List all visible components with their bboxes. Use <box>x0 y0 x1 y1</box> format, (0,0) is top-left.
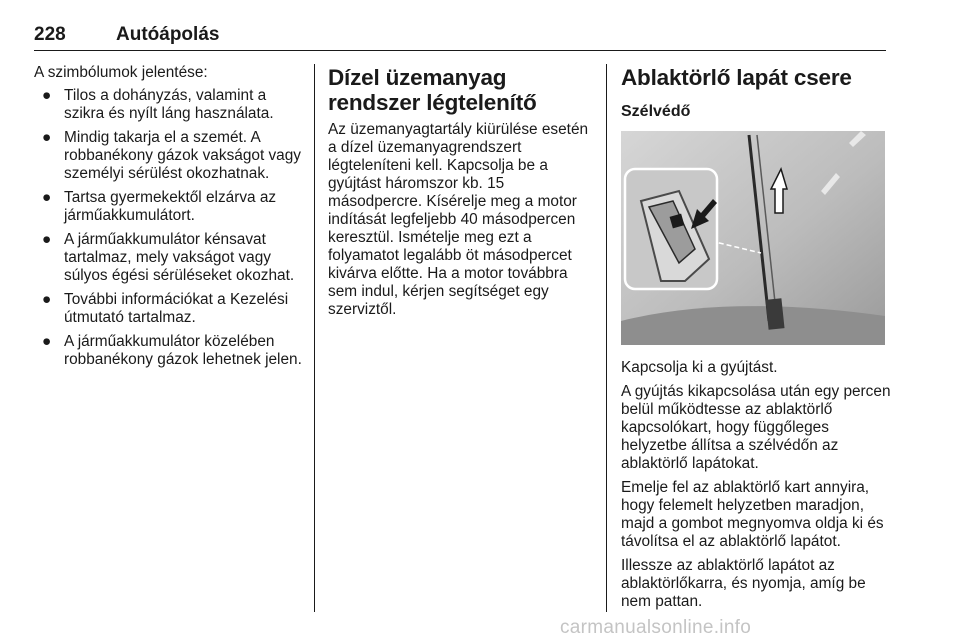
wiper-step-2: A gyújtás kikapcsolása után egy percen belül működtesse az ablaktörlő kapcsolókart, hogy függőleges helyzetbe állítsa a szélvédőn az ablaktörlő lapátokat. <box>621 383 891 472</box>
wiper-heading: Ablaktörlő lapát csere <box>621 65 852 90</box>
list-item-text: Mindig takarja el a szemét. A robbanékony gázok vakságot vagy személyi sérülést okozhatnak. <box>64 129 301 182</box>
column-battery-symbols <box>34 64 306 375</box>
bullet-icon: ● <box>42 291 52 308</box>
list-item-text: Tartsa gyermekektől elzárva az járműakkumulátort. <box>64 189 277 224</box>
list-item <box>34 333 306 369</box>
list-item <box>34 87 306 123</box>
bullet-icon: ● <box>42 87 52 104</box>
list-item-text: Tilos a dohányzás, valamint a szikra és nyílt láng használata. <box>64 87 274 122</box>
bullet-icon: ● <box>42 189 52 206</box>
column-divider-1 <box>314 64 315 612</box>
watermark: carmanualsonline.info <box>560 617 752 638</box>
wiper-blade-illustration <box>621 131 885 345</box>
windscreen-subheading: Szélvédő <box>621 103 691 120</box>
page-number: 228 <box>34 24 66 45</box>
symbols-list <box>34 87 306 369</box>
bullet-icon: ● <box>42 333 52 350</box>
section-title: Autóápolás <box>116 24 220 45</box>
column-wiper-heading <box>621 64 891 122</box>
symbols-intro: A szimbólumok jelentése: <box>34 64 208 81</box>
bullet-icon: ● <box>42 231 52 248</box>
list-item <box>34 291 306 327</box>
column-diesel-bleeding <box>328 64 593 325</box>
page-header <box>34 22 886 51</box>
list-item <box>34 129 306 183</box>
wiper-illustration-svg <box>621 131 885 345</box>
list-item-text: A járműakkumulátor kénsavat tartalmaz, mely vakságot vagy súlyos égési sérüléseket okozhat. <box>64 231 295 284</box>
list-item <box>34 231 306 285</box>
wiper-step-1: Kapcsolja ki a gyújtást. <box>621 359 778 376</box>
diesel-heading: Dízel üzemanyag rendszer légtelenítő <box>328 65 537 115</box>
diesel-paragraph: Az üzemanyagtartály kiürülése esetén a dízel üzemanyagrendszert légteleníteni kell. Kapcsolja be a gyújtást háromszor kb. 15 másodpercre. Kísérelje meg a motor indítását legfeljebb 40 másodpercen keresztül. Ismételje meg ezt a folyamatot legalább öt másodpercet kivárva előtte. Ha a motor továbbra sem indul, kérjen segítséget egy szerviztől. <box>328 121 589 318</box>
wiper-step-4: Illessze az ablaktörlő lapátot az ablaktörlőkarra, és nyomja, amíg be nem pattan. <box>621 557 866 610</box>
bullet-icon: ● <box>42 129 52 146</box>
wiper-step-3: Emelje fel az ablaktörlő kart annyira, hogy felemelt helyzetben maradjon, majd a gombot megnyomva oldja ki és távolítsa el az ablaktörlő lapátot. <box>621 479 884 550</box>
list-item-text: További információkat a Kezelési útmutató tartalmaz. <box>64 291 289 326</box>
wiper-instructions <box>621 359 891 617</box>
list-item-text: A járműakkumulátor közelében robbanékony gázok lehetnek jelen. <box>64 333 302 368</box>
column-divider-2 <box>606 64 607 612</box>
list-item <box>34 189 306 225</box>
